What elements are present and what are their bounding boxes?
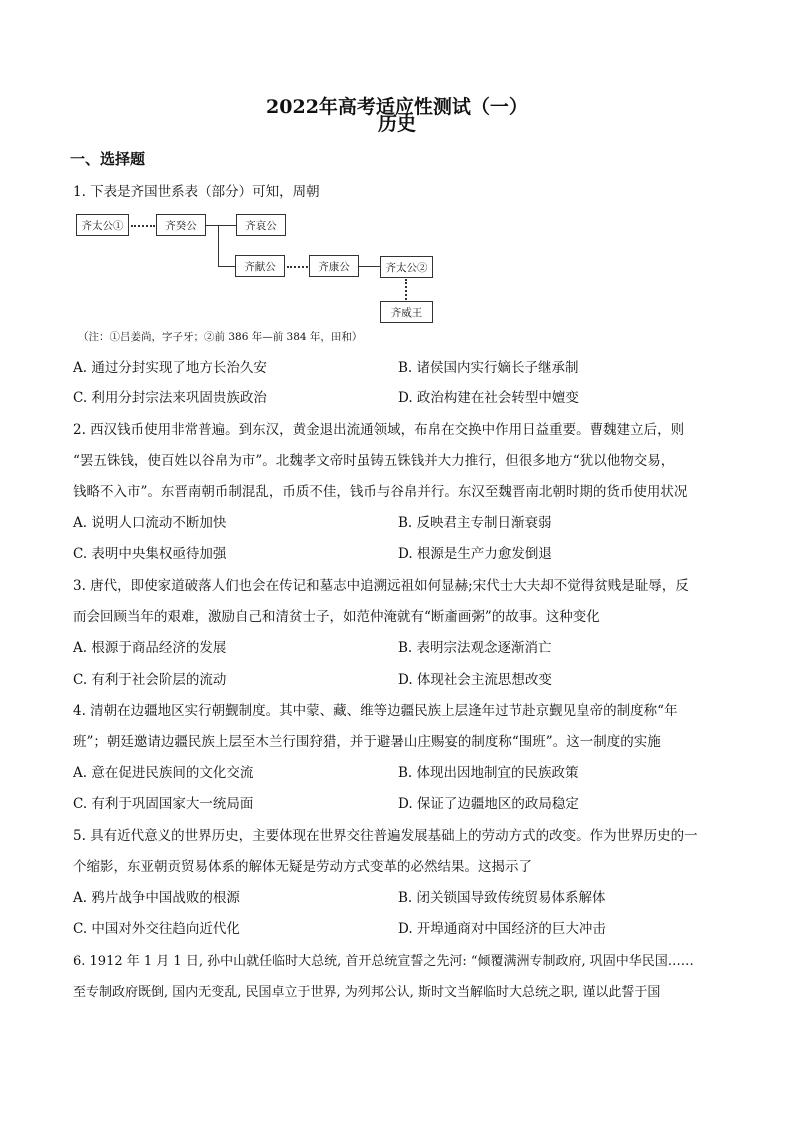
option-a: A. 根源于商品经济的发展 [73,640,227,656]
option-c: C. 利用分封宗法来巩固贵族政治 [73,390,267,406]
page-title: 2022年高考适应性测试（一） [266,96,528,118]
lineage-node: 齐威王 [380,301,433,323]
q5-stem-line: 5. 具有近代意义的世界历史，主要体现在世界交往普遍发展基础上的劳动方式的改变。作为世界历史的一 [73,828,698,844]
lineage-node: 齐哀公 [236,214,286,236]
lineage-dotted-link [131,225,155,227]
q1-note: （注：①吕姜尚，字子牙；②前 386 年—前 384 年，田和） [78,331,363,343]
option-d: D. 根源是生产力愈发倒退 [398,546,552,562]
q6-stem-line: 至专制政府既倒, 国内无变乱, 民国卓立于世界, 为列邦公认, 斯时文当解临时大总统之职, 谨以此誓于国 [73,985,661,1000]
option-b: B. 闭关锁国导致传统贸易体系解体 [398,890,606,906]
q2-stem-line: “罢五铢钱，使百姓以谷帛为市”。北魏孝文帝时虽铸五铢钱并大力推行，但很多地方“犹以他物交易， [73,453,675,469]
lineage-link [206,225,236,226]
option-d: D. 开埠通商对中国经济的巨大冲击 [398,921,606,937]
option-a: A. 意在促进民族间的文化交流 [73,765,254,781]
lineage-link [218,225,219,266]
q2-stem-line: 钱略不入市”。东晋南朝币制混乱，币质不佳，钱币与谷帛并行。东汉至魏晋南北朝时期的货币使用状况 [73,484,688,500]
section-title: 一、选择题 [70,150,146,168]
q3-stem-line: 而会回顾当年的艰难，激励自己和清贫士子，如范仲淹就有“断齑画粥”的故事。这种变化 [73,609,600,625]
q4-stem-line: 班”；朝廷邀请边疆民族上层至木兰行围狩猎，并于避暑山庄赐宴的制度称“围班”。这一制度的实施 [73,734,661,750]
lineage-node: 齐太公② [380,256,433,278]
lineage-dotted-link [405,279,407,300]
lineage-node: 齐献公 [235,255,285,277]
lineage-link [359,266,380,267]
option-c: C. 有利于巩固国家大一统局面 [73,796,254,812]
option-d: D. 体现社会主流思想改变 [398,672,552,688]
option-a: A. 鸦片战争中国战败的根源 [73,890,240,906]
q6-stem-line: 6. 1912 年 1 月 1 日, 孙中山就任临时大总统, 首开总统宣誓之先河: “倾覆满洲专制政府, 巩固中华民国…… [73,954,694,969]
q5-stem-line: 个缩影，东亚朝贡贸易体系的解体无疑是劳动方式变革的必然结果。这揭示了 [73,859,532,875]
option-a: A. 说明人口流动不断加快 [73,515,227,531]
option-b: B. 体现出因地制宜的民族政策 [398,765,579,781]
q3-stem-line: 3. 唐代，即使家道破落人们也会在传记和墓志中追溯远祖如何显赫;宋代士大夫却不觉得贫贱是耻辱，反 [73,578,689,594]
q1-stem: 1. 下表是齐国世系表（部分）可知，周朝 [73,184,320,200]
option-d: D. 政治构建在社会转型中嬗变 [398,390,579,406]
lineage-node: 齐太公① [76,214,129,236]
option-c: C. 有利于社会阶层的流动 [73,672,227,688]
option-b: B. 反映君主专制日渐衰弱 [398,515,552,531]
q2-stem-line: 2. 西汉钱币使用非常普遍。到东汉，黄金退出流通领域，布帛在交换中作用日益重要。曹魏建立后，则 [73,422,685,438]
lineage-dotted-link [287,266,308,268]
lineage-node: 齐康公 [309,255,359,277]
q4-stem-line: 4. 清朝在边疆地区实行朝觐制度。其中蒙、藏、维等边疆民族上层逢年过节赴京觐见皇帝的制度称“年 [73,703,678,719]
lineage-link [218,266,235,267]
option-b: B. 表明宗法观念逐渐消亡 [398,640,552,656]
option-a: A. 通过分封实现了地方长治久安 [73,360,267,376]
option-c: C. 中国对外交往趋向近代化 [73,921,240,937]
option-c: C. 表明中央集权亟待加强 [73,546,227,562]
option-d: D. 保证了边疆地区的政局稳定 [398,796,579,812]
lineage-node: 齐癸公 [156,214,206,236]
option-b: B. 诸侯国内实行嫡长子继承制 [398,360,579,376]
subject-title: 历史 [377,113,416,135]
